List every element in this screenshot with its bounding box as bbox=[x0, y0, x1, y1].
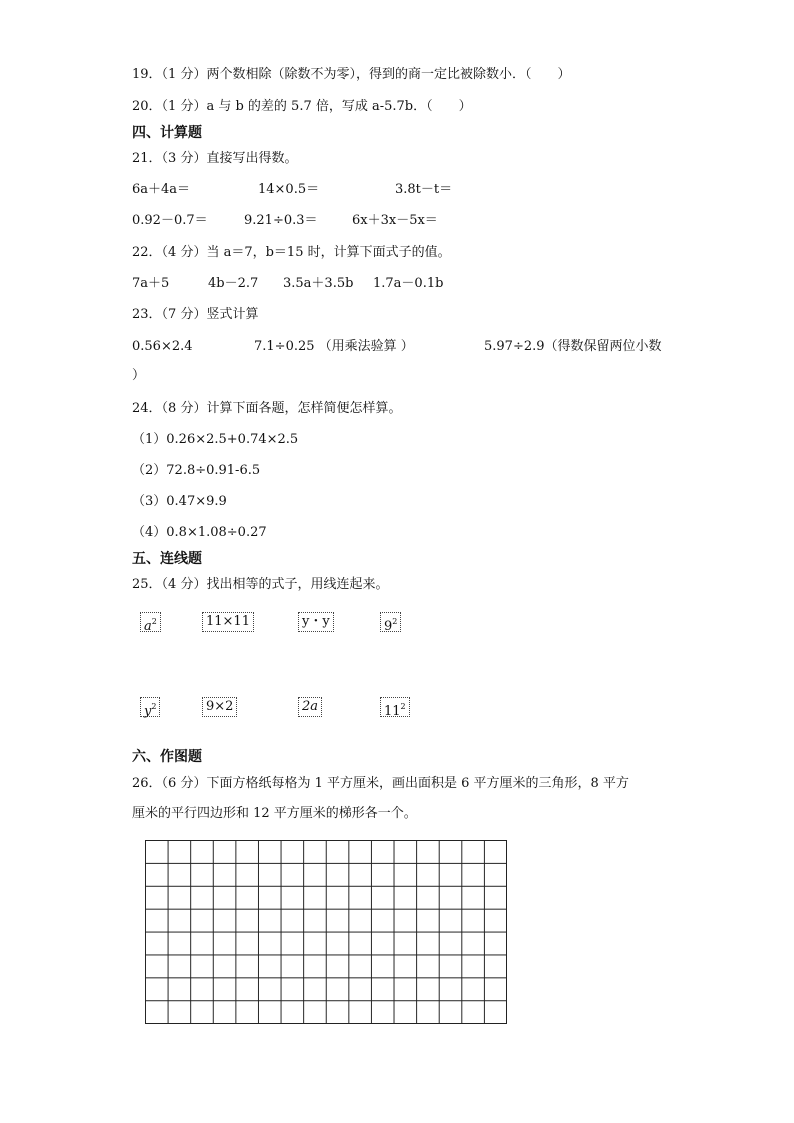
question-26-line-2: 厘米的平行四边形和 12 平方厘米的梯形各一个。 bbox=[132, 806, 417, 821]
q21-item: 14×0.5＝ bbox=[258, 182, 320, 197]
question-19: 19．（1 分）两个数相除（除数不为零），得到的商一定比被除数小．（ ） bbox=[132, 67, 571, 82]
q21-item: 6a＋4a＝ bbox=[132, 182, 191, 197]
match-box-bottom[interactable]: $11^2$ bbox=[380, 697, 410, 717]
q22-item: 4b－2.7 bbox=[208, 276, 259, 291]
match-box-top[interactable]: $9^2$ bbox=[380, 612, 401, 632]
question-24-title: 24．（8 分）计算下面各题，怎样简便怎样算。 bbox=[132, 401, 402, 416]
match-box-bottom[interactable]: 9×2 bbox=[202, 697, 237, 717]
q21-item: 0.92－0.7＝ bbox=[132, 213, 208, 228]
match-box-top[interactable]: $a^2$ bbox=[140, 612, 161, 632]
q22-item: 3.5a＋3.5b bbox=[283, 276, 354, 291]
match-box-bottom[interactable]: 2a bbox=[298, 697, 322, 717]
match-box-bottom[interactable]: $y^2$ bbox=[140, 697, 160, 717]
q24-item: （4）0.8×1.08÷0.27 bbox=[132, 525, 267, 540]
q23-item: 0.56×2.4 bbox=[132, 339, 193, 354]
q23-item: 5.97÷2.9（得数保留两位小数 bbox=[484, 339, 662, 354]
match-box-top[interactable]: 11×11 bbox=[202, 612, 254, 632]
grid-paper[interactable] bbox=[145, 840, 507, 1024]
question-23-title: 23．（7 分）竖式计算 bbox=[132, 307, 259, 322]
question-25-title: 25．（4 分）找出相等的式子，用线连起来。 bbox=[132, 577, 389, 592]
question-21-title: 21．（3 分）直接写出得数。 bbox=[132, 151, 298, 166]
q22-item: 1.7a－0.1b bbox=[373, 276, 444, 291]
section-6-heading: 六、作图题 bbox=[132, 749, 202, 765]
q21-item: 9.21÷0.3＝ bbox=[244, 213, 318, 228]
question-26-line-1: 26．（6 分）下面方格纸每格为 1 平方厘米，画出面积是 6 平方厘米的三角形，8 平方 bbox=[132, 776, 629, 791]
question-20: 20．（1 分）a 与 b 的差的 5.7 倍，写成 a-5.7b．（ ） bbox=[132, 99, 472, 114]
q24-item: （1）0.26×2.5+0.74×2.5 bbox=[132, 432, 299, 447]
q24-item: （2）72.8÷0.91-6.5 bbox=[132, 463, 261, 478]
match-box-top[interactable]: y・y bbox=[298, 612, 334, 632]
question-22-title: 22．（4 分）当 a＝7，b＝15 时，计算下面式子的值。 bbox=[132, 245, 451, 260]
q23-tail: ） bbox=[132, 368, 146, 383]
section-5-heading: 五、连线题 bbox=[132, 551, 202, 567]
section-4-heading: 四、计算题 bbox=[132, 125, 202, 141]
q24-item: （3）0.47×9.9 bbox=[132, 494, 227, 509]
q21-item: 3.8t－t＝ bbox=[395, 182, 453, 197]
q22-item: 7a＋5 bbox=[132, 276, 170, 291]
q23-item: 7.1÷0.25 （用乘法验算 ） bbox=[254, 339, 414, 354]
q21-item: 6x＋3x－5x＝ bbox=[352, 213, 438, 228]
